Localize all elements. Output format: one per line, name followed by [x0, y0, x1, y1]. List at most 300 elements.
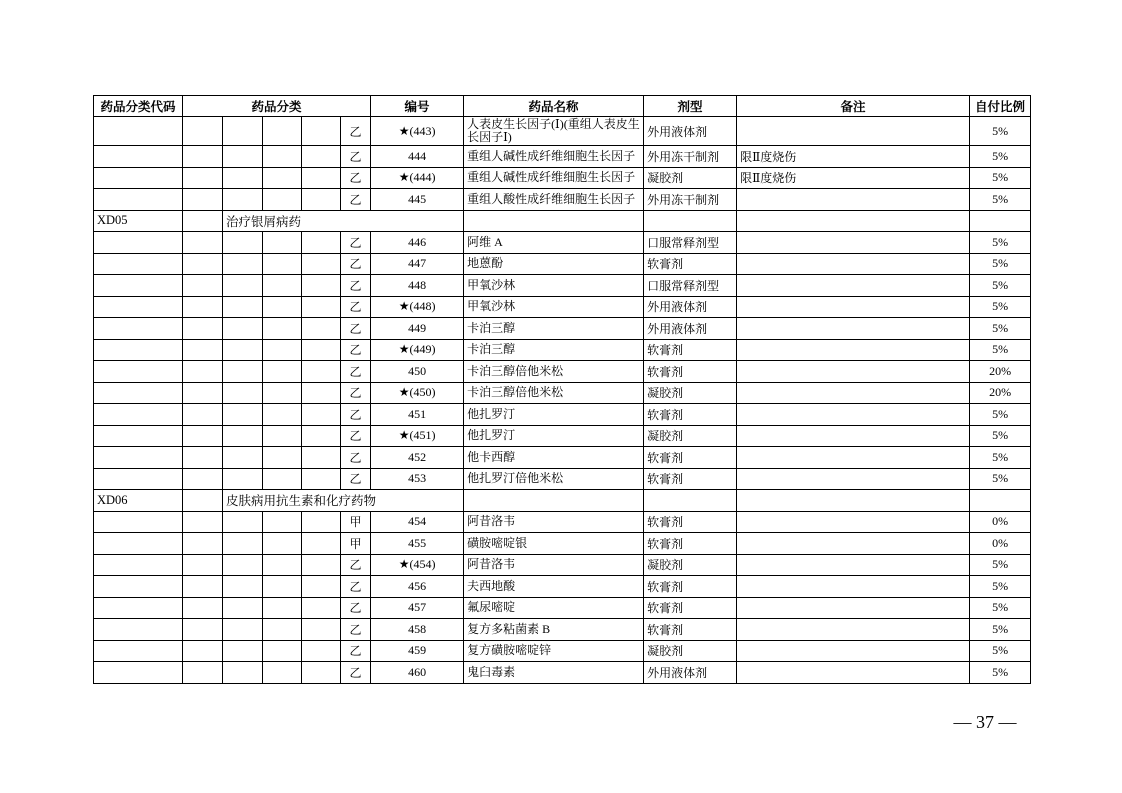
empty-cell	[94, 232, 183, 254]
dosage-form-cell: 凝胶剂	[644, 554, 737, 576]
dosage-form-cell: 外用液体剂	[644, 117, 737, 146]
ratio-cell: 5%	[970, 117, 1031, 146]
empty-cell	[94, 619, 183, 641]
drug-row	[94, 275, 1031, 297]
empty-cell	[263, 640, 302, 662]
empty-cell	[94, 361, 183, 383]
empty-cell	[223, 511, 263, 533]
drug-row	[94, 662, 1031, 684]
note-cell	[737, 253, 970, 275]
number-cell: 459	[371, 640, 464, 662]
empty-cell	[183, 275, 223, 297]
ratio-cell: 5%	[970, 232, 1031, 254]
drug-name-cell: 复方多粘菌素 B	[464, 619, 644, 641]
drug-name-cell: 甲氧沙林	[464, 275, 644, 297]
empty-cell	[94, 117, 183, 146]
dosage-form-cell: 软膏剂	[644, 619, 737, 641]
note-cell	[737, 511, 970, 533]
drug-name-cell: 人表皮生长因子(Ⅰ)(重组人表皮生长因子Ⅰ)	[464, 117, 644, 146]
drug-name-cell: 复方磺胺嘧啶锌	[464, 640, 644, 662]
drug-row	[94, 640, 1031, 662]
empty-cell	[223, 275, 263, 297]
empty-cell	[94, 275, 183, 297]
dosage-form-cell: 软膏剂	[644, 576, 737, 598]
ratio-cell: 0%	[970, 511, 1031, 533]
empty-cell	[183, 425, 223, 447]
number-cell: ★(450)	[371, 382, 464, 404]
drug-name-cell: 氟尿嘧啶	[464, 597, 644, 619]
table-header	[94, 96, 1031, 117]
number-cell: 454	[371, 511, 464, 533]
drug-row	[94, 619, 1031, 641]
empty-cell	[183, 339, 223, 361]
empty-cell	[644, 210, 737, 232]
empty-cell	[94, 447, 183, 469]
tier-cell: 乙	[341, 619, 371, 641]
empty-cell	[302, 232, 341, 254]
tier-cell: 乙	[341, 318, 371, 340]
empty-cell	[263, 404, 302, 426]
ratio-cell: 5%	[970, 597, 1031, 619]
note-cell	[737, 468, 970, 490]
empty-cell	[302, 447, 341, 469]
empty-cell	[94, 554, 183, 576]
ratio-cell: 5%	[970, 619, 1031, 641]
number-cell: 455	[371, 533, 464, 555]
empty-cell	[94, 167, 183, 189]
empty-cell	[302, 425, 341, 447]
empty-cell	[223, 167, 263, 189]
empty-cell	[223, 339, 263, 361]
category-code-cell: XD06	[94, 490, 183, 512]
empty-cell	[223, 640, 263, 662]
ratio-cell: 5%	[970, 640, 1031, 662]
empty-cell	[223, 253, 263, 275]
drug-row	[94, 296, 1031, 318]
ratio-cell: 5%	[970, 275, 1031, 297]
empty-cell	[737, 210, 970, 232]
empty-cell	[223, 404, 263, 426]
category-row	[94, 210, 1031, 232]
empty-cell	[223, 318, 263, 340]
empty-cell	[183, 189, 223, 211]
dosage-form-cell: 外用冻干制剂	[644, 146, 737, 168]
empty-cell	[94, 425, 183, 447]
drug-row	[94, 425, 1031, 447]
note-cell	[737, 619, 970, 641]
drug-name-cell: 阿昔洛韦	[464, 554, 644, 576]
drug-row	[94, 189, 1031, 211]
empty-cell	[263, 533, 302, 555]
empty-cell	[263, 619, 302, 641]
empty-cell	[263, 275, 302, 297]
empty-cell	[263, 253, 302, 275]
drug-row	[94, 576, 1031, 598]
number-cell: 449	[371, 318, 464, 340]
category-row	[94, 490, 1031, 512]
tier-cell: 乙	[341, 146, 371, 168]
drug-row	[94, 597, 1031, 619]
empty-cell	[302, 117, 341, 146]
ratio-cell: 20%	[970, 382, 1031, 404]
ratio-cell: 5%	[970, 662, 1031, 684]
empty-cell	[302, 382, 341, 404]
header-note: 备注	[737, 96, 970, 117]
note-cell	[737, 361, 970, 383]
number-cell: ★(451)	[371, 425, 464, 447]
header-row	[94, 96, 1031, 117]
empty-cell	[183, 490, 223, 512]
number-cell: 452	[371, 447, 464, 469]
dosage-form-cell: 凝胶剂	[644, 382, 737, 404]
empty-cell	[302, 640, 341, 662]
page-number: — 37 —	[953, 712, 1017, 732]
empty-cell	[223, 533, 263, 555]
empty-cell	[94, 296, 183, 318]
ratio-cell: 5%	[970, 468, 1031, 490]
empty-cell	[183, 210, 223, 232]
note-cell: 限Ⅱ度烧伤	[737, 167, 970, 189]
drug-name-cell: 阿昔洛韦	[464, 511, 644, 533]
empty-cell	[302, 554, 341, 576]
empty-cell	[302, 361, 341, 383]
dosage-form-cell: 软膏剂	[644, 447, 737, 469]
number-cell: ★(449)	[371, 339, 464, 361]
ratio-cell: 5%	[970, 318, 1031, 340]
drug-name-cell: 卡泊三醇	[464, 339, 644, 361]
dosage-form-cell: 外用液体剂	[644, 662, 737, 684]
empty-cell	[737, 490, 970, 512]
dosage-form-cell: 软膏剂	[644, 511, 737, 533]
dosage-form-cell: 软膏剂	[644, 339, 737, 361]
dosage-form-cell: 外用液体剂	[644, 318, 737, 340]
number-cell: 456	[371, 576, 464, 598]
drug-name-cell: 卡泊三醇倍他米松	[464, 382, 644, 404]
drug-name-cell: 重组人碱性成纤维细胞生长因子	[464, 146, 644, 168]
empty-cell	[263, 425, 302, 447]
header-code: 药品分类代码	[94, 96, 183, 117]
note-cell	[737, 554, 970, 576]
empty-cell	[94, 597, 183, 619]
tier-cell: 乙	[341, 232, 371, 254]
empty-cell	[302, 619, 341, 641]
empty-cell	[263, 662, 302, 684]
empty-cell	[263, 447, 302, 469]
empty-cell	[302, 468, 341, 490]
dosage-form-cell: 软膏剂	[644, 253, 737, 275]
number-cell: 457	[371, 597, 464, 619]
number-cell: 446	[371, 232, 464, 254]
drug-row	[94, 447, 1031, 469]
tier-cell: 甲	[341, 533, 371, 555]
dosage-form-cell: 软膏剂	[644, 533, 737, 555]
dosage-form-cell: 口服常释剂型	[644, 232, 737, 254]
empty-cell	[183, 296, 223, 318]
drug-catalog-table	[93, 95, 1031, 684]
empty-cell	[263, 296, 302, 318]
drug-name-cell: 甲氧沙林	[464, 296, 644, 318]
number-cell: 448	[371, 275, 464, 297]
dosage-form-cell: 外用冻干制剂	[644, 189, 737, 211]
empty-cell	[223, 662, 263, 684]
tier-cell: 甲	[341, 511, 371, 533]
note-cell	[737, 425, 970, 447]
dosage-form-cell: 凝胶剂	[644, 167, 737, 189]
drug-name-cell: 重组人酸性成纤维细胞生长因子	[464, 189, 644, 211]
empty-cell	[263, 339, 302, 361]
tier-cell: 乙	[341, 167, 371, 189]
dosage-form-cell: 凝胶剂	[644, 640, 737, 662]
tier-cell: 乙	[341, 662, 371, 684]
empty-cell	[94, 318, 183, 340]
note-cell	[737, 640, 970, 662]
tier-cell: 乙	[341, 425, 371, 447]
empty-cell	[302, 404, 341, 426]
note-cell	[737, 404, 970, 426]
tier-cell: 乙	[341, 296, 371, 318]
empty-cell	[223, 554, 263, 576]
note-cell: 限Ⅱ度烧伤	[737, 146, 970, 168]
empty-cell	[302, 511, 341, 533]
category-name-cell: 治疗银屑病药	[223, 210, 464, 232]
drug-row	[94, 382, 1031, 404]
empty-cell	[94, 468, 183, 490]
dosage-form-cell: 软膏剂	[644, 404, 737, 426]
empty-cell	[183, 576, 223, 598]
empty-cell	[94, 146, 183, 168]
empty-cell	[263, 361, 302, 383]
dosage-form-cell: 外用液体剂	[644, 296, 737, 318]
empty-cell	[970, 210, 1031, 232]
empty-cell	[183, 146, 223, 168]
empty-cell	[263, 382, 302, 404]
empty-cell	[263, 597, 302, 619]
empty-cell	[464, 210, 644, 232]
empty-cell	[94, 662, 183, 684]
empty-cell	[223, 597, 263, 619]
drug-row	[94, 361, 1031, 383]
empty-cell	[183, 117, 223, 146]
empty-cell	[223, 447, 263, 469]
tier-cell: 乙	[341, 576, 371, 598]
empty-cell	[223, 117, 263, 146]
empty-cell	[94, 404, 183, 426]
number-cell: 444	[371, 146, 464, 168]
number-cell: ★(443)	[371, 117, 464, 146]
ratio-cell: 5%	[970, 447, 1031, 469]
empty-cell	[263, 117, 302, 146]
ratio-cell: 5%	[970, 576, 1031, 598]
tier-cell: 乙	[341, 597, 371, 619]
drug-row	[94, 253, 1031, 275]
empty-cell	[183, 554, 223, 576]
empty-cell	[223, 189, 263, 211]
number-cell: 453	[371, 468, 464, 490]
header-dosage-form: 剂型	[644, 96, 737, 117]
empty-cell	[183, 167, 223, 189]
empty-cell	[223, 232, 263, 254]
tier-cell: 乙	[341, 404, 371, 426]
tier-cell: 乙	[341, 117, 371, 146]
empty-cell	[183, 253, 223, 275]
tier-cell: 乙	[341, 640, 371, 662]
dosage-form-cell: 口服常释剂型	[644, 275, 737, 297]
drug-row	[94, 232, 1031, 254]
drug-row	[94, 468, 1031, 490]
number-cell: ★(454)	[371, 554, 464, 576]
empty-cell	[223, 576, 263, 598]
drug-name-cell: 他扎罗汀	[464, 404, 644, 426]
note-cell	[737, 296, 970, 318]
tier-cell: 乙	[341, 554, 371, 576]
note-cell	[737, 318, 970, 340]
drug-name-cell: 阿维 A	[464, 232, 644, 254]
drug-row	[94, 339, 1031, 361]
empty-cell	[302, 662, 341, 684]
drug-name-cell: 他扎罗汀倍他米松	[464, 468, 644, 490]
empty-cell	[302, 167, 341, 189]
tier-cell: 乙	[341, 339, 371, 361]
empty-cell	[644, 490, 737, 512]
empty-cell	[302, 189, 341, 211]
note-cell	[737, 275, 970, 297]
drug-row	[94, 511, 1031, 533]
drug-row	[94, 404, 1031, 426]
empty-cell	[183, 662, 223, 684]
header-category: 药品分类	[183, 96, 371, 117]
drug-row	[94, 533, 1031, 555]
empty-cell	[263, 576, 302, 598]
empty-cell	[302, 253, 341, 275]
ratio-cell: 5%	[970, 296, 1031, 318]
drug-name-cell: 他扎罗汀	[464, 425, 644, 447]
note-cell	[737, 447, 970, 469]
drug-name-cell: 卡泊三醇	[464, 318, 644, 340]
number-cell: 451	[371, 404, 464, 426]
note-cell	[737, 232, 970, 254]
category-name-cell: 皮肤病用抗生素和化疗药物	[223, 490, 464, 512]
drug-name-cell: 地蒽酚	[464, 253, 644, 275]
note-cell	[737, 117, 970, 146]
empty-cell	[302, 275, 341, 297]
ratio-cell: 5%	[970, 167, 1031, 189]
number-cell: 458	[371, 619, 464, 641]
empty-cell	[302, 339, 341, 361]
empty-cell	[183, 361, 223, 383]
header-drug-name: 药品名称	[464, 96, 644, 117]
dosage-form-cell: 凝胶剂	[644, 425, 737, 447]
empty-cell	[263, 146, 302, 168]
ratio-cell: 5%	[970, 404, 1031, 426]
number-cell: ★(444)	[371, 167, 464, 189]
empty-cell	[183, 382, 223, 404]
empty-cell	[94, 189, 183, 211]
note-cell	[737, 662, 970, 684]
empty-cell	[302, 576, 341, 598]
header-number: 编号	[371, 96, 464, 117]
empty-cell	[223, 382, 263, 404]
empty-cell	[302, 533, 341, 555]
note-cell	[737, 533, 970, 555]
empty-cell	[263, 189, 302, 211]
empty-cell	[183, 447, 223, 469]
empty-cell	[94, 640, 183, 662]
note-cell	[737, 339, 970, 361]
empty-cell	[223, 468, 263, 490]
number-cell: 460	[371, 662, 464, 684]
empty-cell	[223, 361, 263, 383]
ratio-cell: 5%	[970, 425, 1031, 447]
empty-cell	[94, 511, 183, 533]
drug-name-cell: 重组人碱性成纤维细胞生长因子	[464, 167, 644, 189]
empty-cell	[263, 318, 302, 340]
tier-cell: 乙	[341, 447, 371, 469]
empty-cell	[94, 533, 183, 555]
ratio-cell: 5%	[970, 554, 1031, 576]
empty-cell	[223, 296, 263, 318]
drug-row	[94, 318, 1031, 340]
dosage-form-cell: 软膏剂	[644, 361, 737, 383]
tier-cell: 乙	[341, 253, 371, 275]
empty-cell	[302, 318, 341, 340]
empty-cell	[183, 619, 223, 641]
tier-cell: 乙	[341, 275, 371, 297]
empty-cell	[223, 146, 263, 168]
empty-cell	[94, 339, 183, 361]
empty-cell	[183, 404, 223, 426]
empty-cell	[464, 490, 644, 512]
ratio-cell: 5%	[970, 253, 1031, 275]
ratio-cell: 20%	[970, 361, 1031, 383]
empty-cell	[263, 554, 302, 576]
category-code-cell: XD05	[94, 210, 183, 232]
empty-cell	[263, 468, 302, 490]
empty-cell	[183, 318, 223, 340]
empty-cell	[223, 425, 263, 447]
tier-cell: 乙	[341, 189, 371, 211]
drug-name-cell: 夫西地酸	[464, 576, 644, 598]
empty-cell	[183, 468, 223, 490]
empty-cell	[223, 619, 263, 641]
note-cell	[737, 576, 970, 598]
note-cell	[737, 189, 970, 211]
table-body	[94, 117, 1031, 684]
ratio-cell: 5%	[970, 146, 1031, 168]
tier-cell: 乙	[341, 382, 371, 404]
drug-name-cell: 鬼臼毒素	[464, 662, 644, 684]
drug-row	[94, 167, 1031, 189]
empty-cell	[263, 167, 302, 189]
header-ratio: 自付比例	[970, 96, 1031, 117]
note-cell	[737, 382, 970, 404]
ratio-cell: 5%	[970, 189, 1031, 211]
empty-cell	[302, 597, 341, 619]
empty-cell	[94, 382, 183, 404]
number-cell: 445	[371, 189, 464, 211]
number-cell: 450	[371, 361, 464, 383]
number-cell: ★(448)	[371, 296, 464, 318]
note-cell	[737, 597, 970, 619]
drug-name-cell: 磺胺嘧啶银	[464, 533, 644, 555]
empty-cell	[183, 511, 223, 533]
drug-row	[94, 554, 1031, 576]
drug-row	[94, 117, 1031, 146]
dosage-form-cell: 软膏剂	[644, 597, 737, 619]
empty-cell	[183, 533, 223, 555]
empty-cell	[94, 576, 183, 598]
tier-cell: 乙	[341, 468, 371, 490]
dosage-form-cell: 软膏剂	[644, 468, 737, 490]
